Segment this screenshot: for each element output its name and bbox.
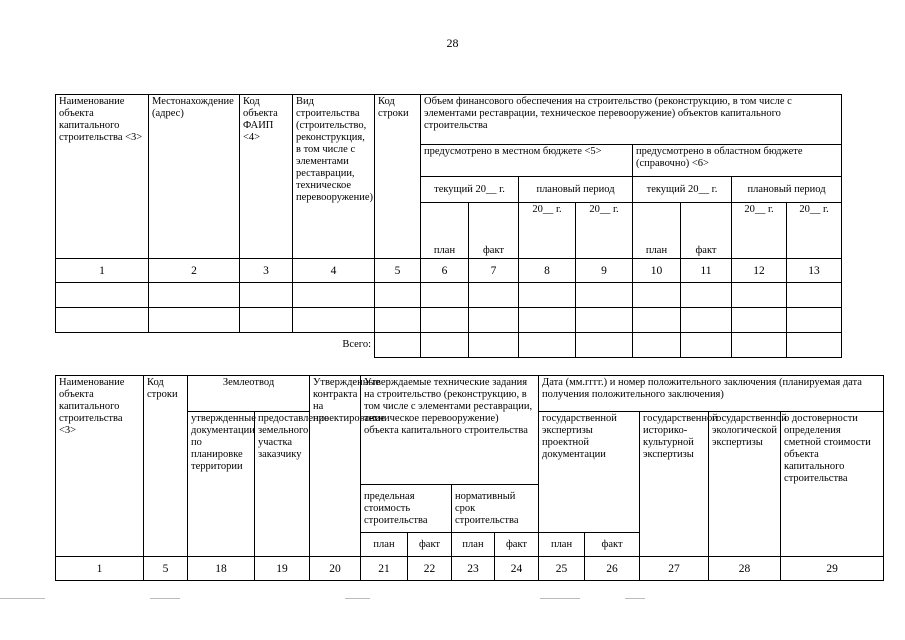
header-regional-plan: план [633, 203, 681, 259]
column-number: 22 [408, 557, 452, 581]
header-financing: Объем финансового обеспечения на строительство (реконструкцию, в том числе с элементами реставрации, техническое перевооружение) объектов капитального строительства [421, 95, 842, 145]
column-number: 5 [144, 557, 188, 581]
header-regional-current-year: текущий 20__ г. [633, 177, 732, 203]
approvals-table [55, 375, 884, 581]
header-object-name: Наименование объекта капитального строительства <3> [56, 376, 144, 557]
total-label: Всего: [56, 333, 375, 358]
column-number-row [56, 557, 884, 581]
header-state-expertise: государственной экспертизы проектной документации [539, 412, 640, 533]
header-land-provided: предоставление земельного участка заказчику [255, 412, 310, 557]
scan-artifact-line [625, 598, 645, 599]
scan-artifact-line [0, 598, 45, 599]
scan-artifact-line [150, 598, 180, 599]
column-number: 4 [293, 259, 375, 283]
column-number: 11 [681, 259, 732, 283]
column-number: 24 [495, 557, 539, 581]
header-faip-code: Код объекта ФАИП <4> [240, 95, 293, 259]
column-number: 19 [255, 557, 310, 581]
header-local-plan: план [421, 203, 469, 259]
header-local-planning-period: плановый период [519, 177, 633, 203]
header-cost-limit: предельная стоимость строительства [361, 485, 452, 533]
column-number: 26 [585, 557, 640, 581]
column-number: 2 [149, 259, 240, 283]
header-construction-type: Вид строительства (строительство, реконструкция, в том числе с элементами реставрации, техническое перевооружение) [293, 95, 375, 259]
scan-artifact-line [540, 598, 580, 599]
header-ecological-expertise: государственной экологической экспертизы [709, 412, 781, 557]
column-number: 5 [375, 259, 421, 283]
column-number: 27 [640, 557, 709, 581]
column-number: 23 [452, 557, 495, 581]
header-regional-planning-period: плановый период [732, 177, 842, 203]
table-row [56, 308, 842, 333]
column-number: 28 [709, 557, 781, 581]
scan-artifact-line [345, 598, 370, 599]
header-local-fact: факт [469, 203, 519, 259]
header-local-year-1: 20__ г. [519, 203, 576, 259]
column-number-row [56, 259, 842, 283]
table-row [56, 283, 842, 308]
header-land-management: Землеотвод [188, 376, 310, 412]
header-tech-assignment: Утверждаемые технические задания на строительство (реконструкцию, в том числе с элементами реставрации, техническое перевооружение) объекта капитального строительства [361, 376, 539, 485]
header-local-year-2: 20__ г. [576, 203, 633, 259]
header-cost-plan: план [361, 533, 408, 557]
header-object-name: Наименование объекта капитального строительства <3> [56, 95, 149, 259]
header-expertise-plan: план [539, 533, 585, 557]
column-number: 12 [732, 259, 787, 283]
page-number: 28 [446, 36, 459, 50]
header-location: Местонахождение (адрес) [149, 95, 240, 259]
header-local-budget: предусмотрено в местном бюджете <5> [421, 145, 633, 177]
header-term-plan: план [452, 533, 495, 557]
header-local-current-year: текущий 20__ г. [421, 177, 519, 203]
header-approved-docs: утвержденные документации по планировке территории [188, 412, 255, 557]
header-row-code: Код строки [144, 376, 188, 557]
header-regional-fact: факт [681, 203, 732, 259]
column-number: 20 [310, 557, 361, 581]
column-number: 6 [421, 259, 469, 283]
header-cost-fact: факт [408, 533, 452, 557]
column-number: 7 [469, 259, 519, 283]
total-row [56, 333, 842, 358]
column-number: 10 [633, 259, 681, 283]
column-number: 1 [56, 557, 144, 581]
header-regional-budget: предусмотрено в областном бюджете (справочно) <6> [633, 145, 842, 177]
column-number: 1 [56, 259, 149, 283]
header-term-fact: факт [495, 533, 539, 557]
column-number: 29 [781, 557, 884, 581]
header-regional-year-2: 20__ г. [787, 203, 842, 259]
header-date-conclusion: Дата (мм.гггг.) и номер положительного заключения (планируемая дата получения положительного заключения) [539, 376, 884, 412]
column-number: 18 [188, 557, 255, 581]
column-number: 25 [539, 557, 585, 581]
column-number: 13 [787, 259, 842, 283]
header-term: нормативный срок строительства [452, 485, 539, 533]
financing-table [55, 94, 842, 358]
header-contract: Утвержденные контракта на проектирование [310, 376, 361, 557]
column-number: 8 [519, 259, 576, 283]
header-regional-year-1: 20__ г. [732, 203, 787, 259]
header-reliability: о достоверности определения сметной стоимости объекта капитального строительства [781, 412, 884, 557]
header-row-code: Код строки [375, 95, 421, 259]
column-number: 9 [576, 259, 633, 283]
column-number: 3 [240, 259, 293, 283]
header-historical-expertise: государственной историко-культурной экспертизы [640, 412, 709, 557]
header-expertise-fact: факт [585, 533, 640, 557]
column-number: 21 [361, 557, 408, 581]
